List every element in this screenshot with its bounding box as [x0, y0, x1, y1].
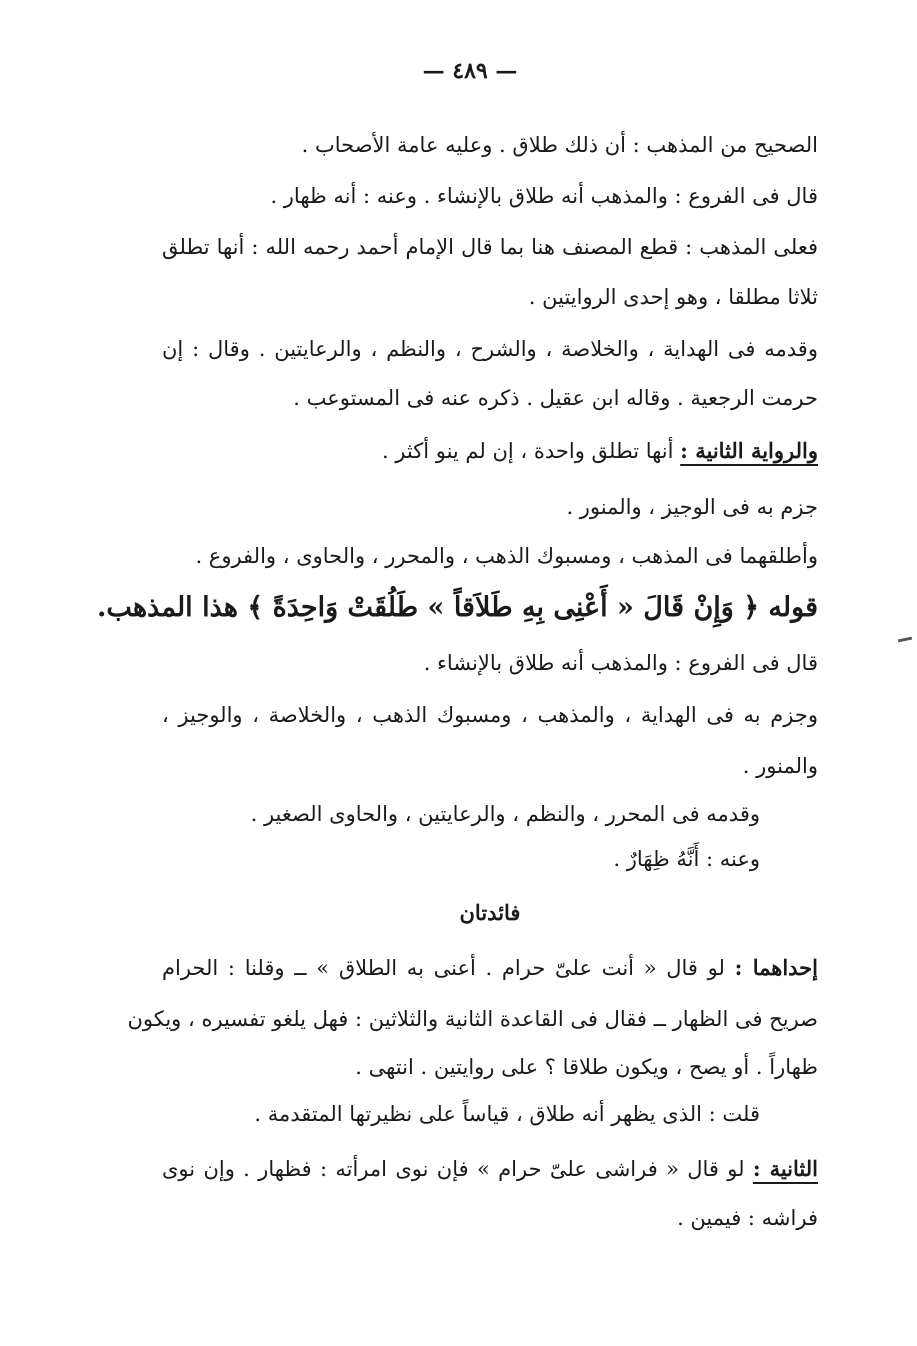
text-line: الصحيح من المذهب : أن ذلك طلاق . وعليه عامة الأصحاب .: [301, 133, 818, 157]
text-segment: أنها تطلق واحدة ، إن لم ينو أكثر .: [381, 439, 681, 463]
text-line: حرمت الرجعية . وقاله ابن عقيل . ذكره عنه فى المستوعب .: [293, 386, 818, 410]
text-line: قال فى الفروع : والمذهب أنه طلاق بالإنشاء .: [423, 651, 818, 675]
text-line: [162, 1156, 818, 1182]
document-page: [97, 0, 830, 1346]
text-line: قلت : الذى يظهر أنه طلاق ، قياساً على نظيرتها المتقدمة .: [254, 1102, 760, 1126]
text-line: قال فى الفروع : والمذهب أنه طلاق بالإنشاء . وعنه : أنه ظهار .: [270, 184, 818, 208]
second-note-label: الثانية :: [752, 1156, 818, 1181]
text-line: [162, 955, 818, 981]
text-line: فعلى المذهب : قطع المصنف هنا بما قال الإمام أحمد رحمه الله : أنها تطلق: [162, 235, 818, 259]
text-line: وقدمه فى المحرر ، والنظم ، والرعايتين ، والحاوى الصغير .: [250, 802, 760, 826]
text-segment: لو قال « أنت علىّ حرام . أعنى به الطلاق » ــ وقلنا : الحرام: [162, 956, 735, 980]
text-line: والمنور .: [742, 754, 818, 778]
text-line: فراشه : فيمين .: [677, 1206, 818, 1230]
page-number: — ٤٨٩ —: [422, 58, 518, 84]
text-line: صريح فى الظهار ــ فقال فى القاعدة الثانية والثلاثين : فهل يلغو تفسيره ، ويكون: [127, 1007, 818, 1031]
text-line: ظهاراً . أو يصح ، ويكون طلاقا ؟ على روايتين . انتهى .: [355, 1055, 818, 1079]
text-line: وجزم به فى الهداية ، والمذهب ، ومسبوك الذهب ، والخلاصة ، والوجيز ،: [162, 703, 818, 727]
text-line: وأطلقهما فى المذهب ، ومسبوك الذهب ، والمحرر ، والحاوى ، والفروع .: [195, 544, 818, 568]
section-heading: فائدتان: [459, 900, 521, 925]
text-line: وقدمه فى الهداية ، والخلاصة ، والشرح ، والنظم ، والرعايتين . وقال : إن: [162, 337, 818, 361]
quoted-statement-line: قوله ﴿ وَإِنْ قَالَ « أَعْنِى بِهِ طَلاَقاً » طَلُقَتْ وَاحِدَةً ﴾ هذا المذهب.: [97, 592, 818, 623]
text-line: جزم به فى الوجيز ، والمنور .: [566, 495, 818, 519]
first-note-label: إحداهما :: [734, 955, 818, 980]
text-line: ثلاثا مطلقا ، وهو إحدى الروايتين .: [528, 285, 818, 309]
scan-mark: [898, 637, 912, 643]
text-segment: لو قال « فراشى علىّ حرام » فإن نوى امرأته : فظهار . وإن نوى: [162, 1157, 753, 1181]
second-narration-label: والرواية الثانية :: [680, 438, 818, 463]
text-line: وعنه : أَنَّهُ ظِهَارٌ .: [613, 847, 760, 871]
text-line: [382, 438, 818, 464]
